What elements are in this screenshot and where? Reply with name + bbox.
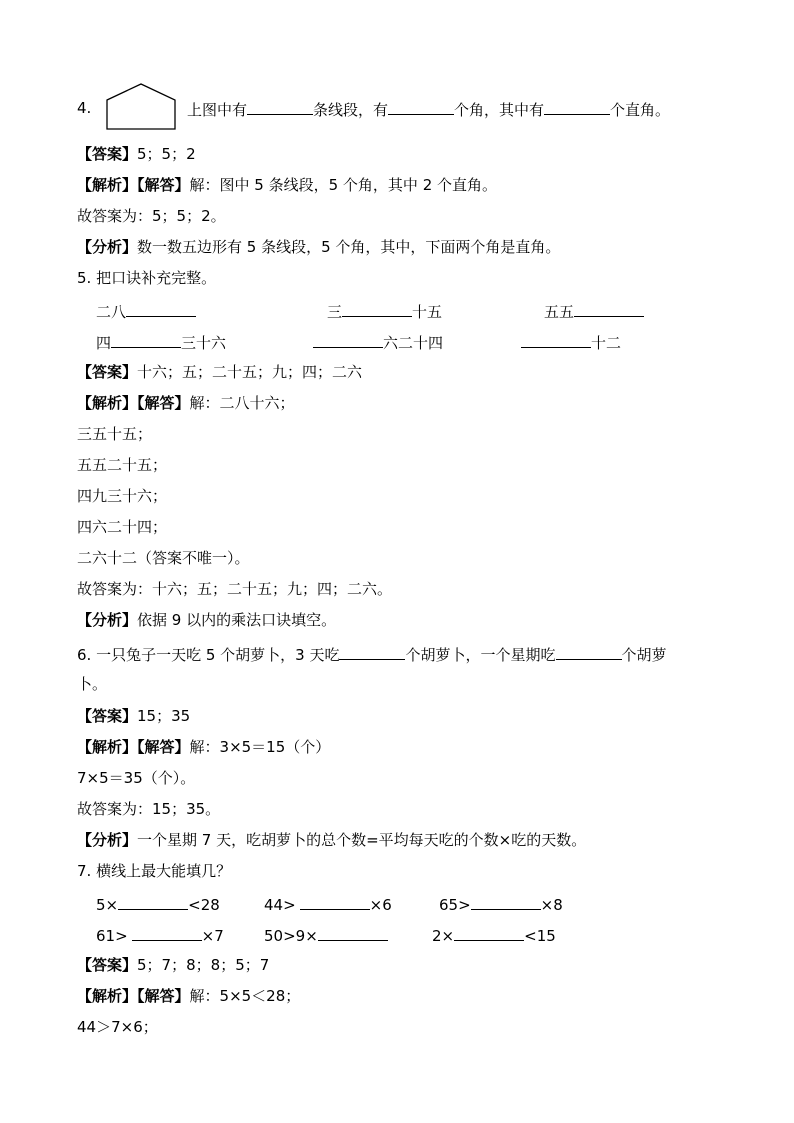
answer-tag: 【答案】 [77, 363, 138, 381]
q7-item-pre: 65> [439, 896, 471, 914]
q5-title: 5. 把口诀补充完整。 [77, 269, 217, 287]
pentagon-figure [105, 82, 177, 132]
q7-analysis [77, 986, 300, 1006]
answer-tag: 【答案】 [77, 145, 138, 163]
q5-analysis-line: 三五十五； [77, 425, 153, 443]
q4-text3: 个角，其中有 [454, 101, 545, 119]
answer-tag: 【答案】 [77, 707, 138, 725]
q7-item-post: <15 [524, 927, 556, 945]
analysis-tag: 【解析】 [77, 738, 138, 756]
fenxi-tag: 【分析】 [77, 831, 138, 849]
q7-item-pre: 50>9× [264, 927, 318, 945]
q4-conclusion: 故答案为：5；5；2。 [77, 207, 226, 225]
q7-item-post: <28 [188, 896, 220, 914]
q7-item-pre: 61> [96, 927, 128, 945]
analysis-tag: 【解析】 [77, 394, 138, 412]
q5-r1-a-text: 二八 [96, 303, 127, 321]
q7-answer-text: 5；7；8；8；5；7 [137, 956, 270, 974]
q4-blank-angles[interactable] [388, 98, 454, 115]
answer-tag: 【答案】 [77, 956, 138, 974]
q5-analysis-line: 解：二八十六； [189, 394, 295, 412]
q6-question-cont: 卜。 [77, 675, 108, 693]
q5-r1-b2-text: 十五 [412, 303, 443, 321]
q7-blank[interactable] [300, 893, 370, 910]
q5-answer-text: 十六；五；二十五；九；四；二六 [137, 363, 363, 381]
q5-r2-a1-text: 四 [96, 334, 112, 352]
q6-analysis2: 7×5＝35（个）。 [77, 769, 196, 787]
q7-item-post: ×6 [369, 896, 392, 914]
q5-answer [77, 362, 362, 382]
q7-analysis1: 解：5×5＜28； [189, 987, 301, 1005]
q7-item-post: ×8 [540, 896, 563, 914]
fenxi-tag: 【分析】 [77, 238, 138, 256]
q4-text2: 条线段，有 [313, 101, 389, 119]
q6-answer-text: 15；35 [137, 707, 191, 725]
q6-analysis1: 解：3×5＝15（个） [189, 738, 331, 756]
q7-item-pre: 2× [432, 927, 455, 945]
q7-blank[interactable] [454, 924, 524, 941]
solution-tag: 【解答】 [137, 738, 190, 756]
q5-r1-b [327, 300, 442, 322]
q7-blank[interactable] [132, 924, 202, 941]
q7-item [264, 924, 388, 946]
analysis-tag: 【解析】 [77, 176, 138, 194]
q6-fenxi-text: 一个星期 7 天，吃胡萝卜的总个数=平均每天吃的个数×吃的天数。 [137, 831, 587, 849]
q6-text1: 6. 一只兔子一天吃 5 个胡萝卜，3 天吃 [77, 646, 340, 664]
q6-blank-week[interactable] [556, 643, 622, 660]
q6-blank-3days[interactable] [339, 643, 405, 660]
q5-fenxi [77, 610, 336, 630]
solution-tag: 【解答】 [137, 176, 190, 194]
solution-tag: 【解答】 [137, 987, 190, 1005]
q7-analysis2: 44＞7×6； [77, 1018, 158, 1036]
q4-blank-right-angles[interactable] [544, 98, 610, 115]
q5-r2-c [521, 331, 621, 353]
q4-text1: 上图中有 [187, 101, 248, 119]
q7-blank[interactable] [318, 924, 388, 941]
q5-analysis-line: 五五二十五； [77, 456, 168, 474]
q5-r1-a [96, 300, 196, 322]
q4-analysis [77, 175, 497, 195]
q5-conclusion: 故答案为：十六；五；二十五；九；四；二六。 [77, 580, 393, 598]
q5-r2-b [313, 331, 443, 353]
q4-fenxi [77, 237, 560, 257]
analysis-tag: 【解析】 [77, 987, 138, 1005]
q5-r2-b-text: 六二十四 [383, 334, 444, 352]
q7-blank[interactable] [471, 893, 541, 910]
q7-item-pre: 5× [96, 896, 119, 914]
q4-answer [77, 144, 196, 164]
q5-fenxi-text: 依据 9 以内的乘法口诀填空。 [137, 611, 337, 629]
q4-fenxi-text: 数一数五边形有 5 条线段，5 个角，其中，下面两个角是直角。 [137, 238, 561, 256]
q5-r1-b1-text: 三 [327, 303, 343, 321]
q4-text4: 个直角。 [610, 101, 671, 119]
q7-answer [77, 955, 269, 975]
q4-answer-text: 5；5；2 [137, 145, 196, 163]
q7-item-post: ×7 [201, 927, 224, 945]
q5-analysis-line: 二六十二（答案不唯一）。 [77, 549, 250, 567]
q5-analysis [77, 393, 295, 413]
q4-question [187, 98, 670, 120]
q7-item [264, 893, 392, 915]
fenxi-tag: 【分析】 [77, 611, 138, 629]
q7-title: 7. 横线上最大能填几？ [77, 862, 232, 880]
q5-analysis-line: 四九三十六； [77, 487, 168, 505]
q6-fenxi [77, 830, 586, 850]
solution-tag: 【解答】 [137, 394, 190, 412]
q6-text2: 个胡萝卜，一个星期吃 [405, 646, 556, 664]
q5-blank-2[interactable] [342, 300, 412, 317]
q7-item [96, 893, 220, 915]
q7-item-pre: 44> [264, 896, 296, 914]
q7-item [439, 893, 563, 915]
q5-r1-c [544, 300, 644, 322]
q4-blank-segments[interactable] [247, 98, 313, 115]
q7-item [96, 924, 224, 946]
q5-blank-4[interactable] [111, 331, 181, 348]
q6-conclusion: 故答案为：15；35。 [77, 800, 221, 818]
q5-r2-c-text: 十二 [591, 334, 622, 352]
q5-r2-a [96, 331, 226, 353]
q7-blank[interactable] [118, 893, 188, 910]
q7-item [432, 924, 556, 946]
q4-number: 4. [77, 99, 92, 117]
q5-r2-a2-text: 三十六 [181, 334, 227, 352]
q6-analysis [77, 737, 330, 757]
q5-r1-c-text: 五五 [544, 303, 575, 321]
q6-text3: 个胡萝 [621, 646, 667, 664]
q5-blank-1[interactable] [126, 300, 196, 317]
q6-answer [77, 706, 190, 726]
q6-question [77, 643, 667, 665]
q5-blank-5[interactable] [313, 331, 383, 348]
q4-analysis-text: 解：图中 5 条线段，5 个角，其中 2 个直角。 [189, 176, 498, 194]
q5-blank-6[interactable] [521, 331, 591, 348]
q5-analysis-line: 四六二十四； [77, 518, 168, 536]
q5-blank-3[interactable] [574, 300, 644, 317]
